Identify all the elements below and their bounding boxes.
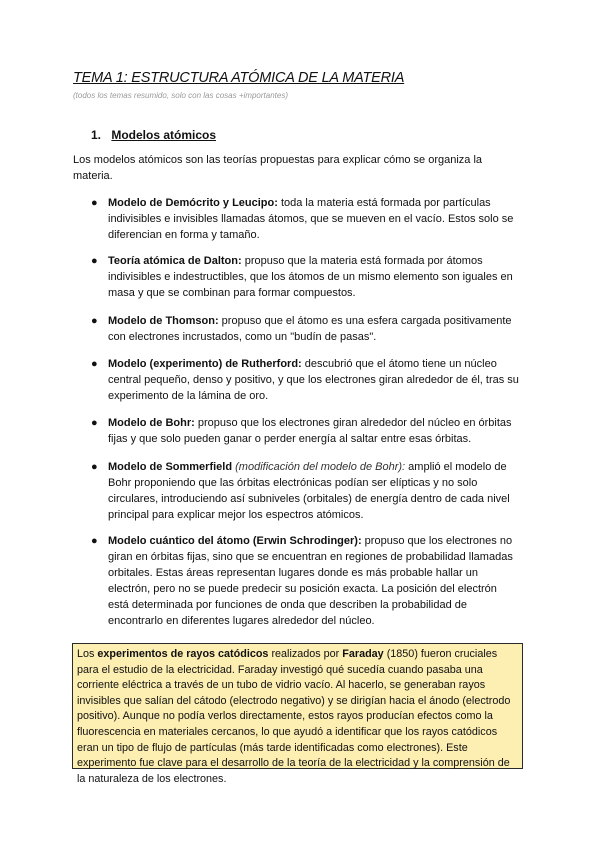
model-name: Modelo cuántico del átomo (Erwin Schrodinger): <box>108 535 362 547</box>
list-item <box>91 313 520 345</box>
bullet-icon: ● <box>91 461 98 473</box>
model-name: Teoría atómica de Dalton: <box>108 255 242 267</box>
model-name: Modelo de Demócrito y Leucipo: <box>108 197 278 209</box>
model-text: propuso que los electrones giran alrededor del núcleo en órbitas fijas y que solo pueden ganar o perder energía al saltar entre esas órbitas. <box>108 417 512 445</box>
list-item <box>91 415 520 447</box>
model-text: toda la materia está formada por partículas indivisibles e invisibles llamadas átomos, que se mueven en el vacío. Estos solo se diferencian en forma y tamaño. <box>108 197 514 241</box>
section-heading <box>91 128 216 142</box>
model-text: propuso que la materia está formada por átomos indivisibles e indestructibles, que los átomos de un mismo elemento son iguales en masa y que se combinan para formar compuestos. <box>108 255 513 299</box>
section-label: Modelos atómicos <box>111 128 217 142</box>
page-title: TEMA 1: ESTRUCTURA ATÓMICA DE LA MATERIA <box>73 70 405 86</box>
bullet-icon: ● <box>91 535 98 547</box>
bullet-icon: ● <box>91 358 98 370</box>
model-name: Modelo de Bohr: <box>108 417 195 429</box>
list-item <box>91 253 520 301</box>
cathode-rays-callout <box>72 643 523 785</box>
bullet-icon: ● <box>91 315 98 327</box>
model-name: Modelo de Sommerfield <box>108 461 233 473</box>
callout-text: realizados por <box>268 648 343 660</box>
callout-bold: experimentos de rayos catódicos <box>97 648 269 660</box>
bullet-icon: ● <box>91 197 98 209</box>
model-text: propuso que los electrones no giran en órbitas fijas, sino que se encuentran en regiones de probabilidad llamadas orbitales. Estas áreas representan lugares donde es más probable hallar un electrón, pero no se puede predecir su posición exacta. La posición del electrón está determinada por funciones de onda que describen la probabilidad de encontrarlo en diferentes lugares alrededor del núcleo. <box>108 535 513 627</box>
model-text: propuso que el átomo es una esfera cargada positivamente con electrones incrustados, como un "budín de pasas". <box>108 315 512 343</box>
list-item <box>91 533 520 629</box>
intro-paragraph: Los modelos atómicos son las teorías propuestas para explicar cómo se organiza la materia. <box>73 154 483 182</box>
model-text: amplió el modelo de Bohr proponiendo que las órbitas electrónicas podían ser elípticas y no solo circulares, introduciendo así subniveles (orbitales) de energía dentro de cada nivel principal para explicar mejor los espectros atómicos. <box>108 461 510 521</box>
model-text: descubrió que el átomo tiene un núcleo central pequeño, denso y positivo, y que los electrones giran alrededor de él, tras su experimento de la lámina de oro. <box>108 358 519 402</box>
list-item <box>91 195 520 243</box>
model-note: (modificación del modelo de Bohr): <box>232 461 406 473</box>
page-subtitle: (todos los temas resumido, solo con las cosas +importantes) <box>73 91 288 100</box>
model-name: Modelo de Thomson: <box>108 315 219 327</box>
list-item <box>91 459 520 523</box>
callout-text: (1850) fueron cruciales para el estudio de la electricidad. Faraday investigó qué sucedía cuando pasaba una corriente eléctrica a través de un tubo de vidrio vacío. Al hacerlo, se generaban rayos invisibles que salían del cátodo (electrodo negativo) y se dirigían hacia el ánodo (electrodo positivo). Aunque no podía verlos directamente, estos rayos producían efectos como la fluorescencia en materiales cercanos, lo que ayudó a identificar que los rayos catódicos eran un tipo de flujo de partículas (más tarde identificadas como electrones). Este experimento fue clave para el desarrollo de la teoría de la electricidad y la comprensión de la naturaleza de los electrones. <box>77 648 511 785</box>
callout-bold: Faraday <box>342 648 384 660</box>
model-name: Modelo (experimento) de Rutherford: <box>108 358 302 370</box>
section-number: 1. <box>91 128 102 142</box>
bullet-icon: ● <box>91 417 98 429</box>
list-item <box>91 356 520 404</box>
bullet-icon: ● <box>91 255 98 267</box>
callout-text: Los <box>77 648 98 660</box>
